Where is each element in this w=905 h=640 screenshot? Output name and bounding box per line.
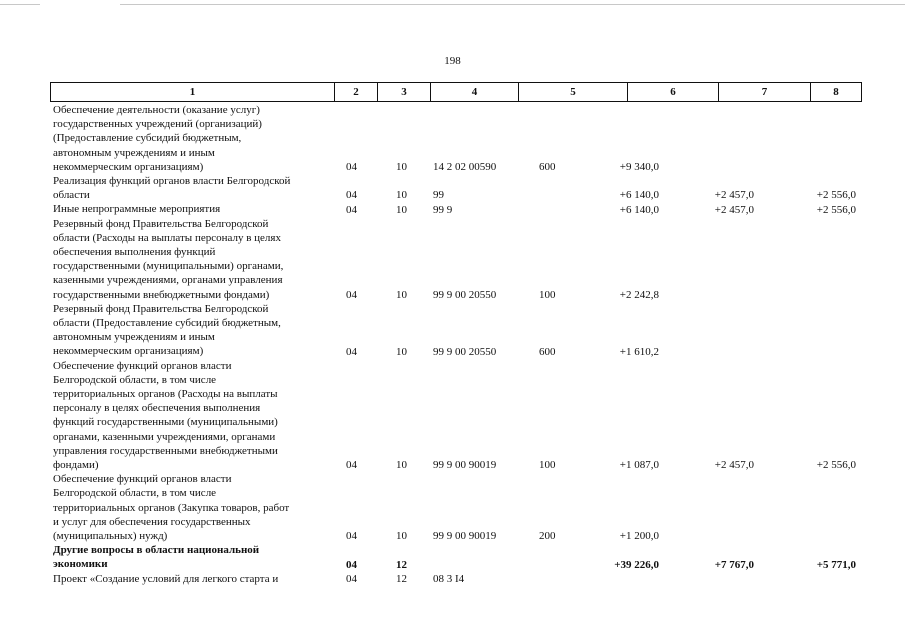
- description-line: органами, казенными учреждениями, органами: [53, 430, 276, 443]
- description-line: обеспечения выполнения функций: [53, 245, 216, 258]
- row-amount-col8: +2 556,0: [816, 189, 856, 202]
- header-col-3: 3: [377, 82, 431, 102]
- header-col-1: 1: [50, 82, 335, 102]
- page-number: 198: [444, 55, 461, 67]
- description-line: государственными внебюджетными фондами): [53, 288, 270, 301]
- description-line: государственных учреждений (организаций): [53, 118, 262, 131]
- description-line: государственными (муниципальными) органами,: [53, 260, 284, 273]
- header-col-7: 7: [718, 82, 811, 102]
- row-amount-col7: +2 457,0: [714, 189, 754, 202]
- description-line: Проект «Создание условий для легкого старта и: [53, 572, 279, 585]
- row-description: [53, 174, 331, 202]
- table-body: [0, 103, 905, 603]
- description-line: Резервный фонд Правительства Белгородской: [53, 302, 269, 315]
- description-line: Белгородской области, в том числе: [53, 487, 217, 500]
- row-amount-col6: +1 087,0: [619, 459, 659, 472]
- description-line: управления государственными внебюджетными: [53, 444, 278, 457]
- table-row: [0, 103, 905, 174]
- header-col-6: 6: [627, 82, 719, 102]
- row-section-code: 04: [346, 459, 357, 472]
- description-line: (Предоставление субсидий бюджетным,: [53, 132, 242, 145]
- header-col-4: 4: [430, 82, 519, 102]
- row-target-code: 08 3 I4: [433, 572, 465, 585]
- header-col-2: 2: [334, 82, 378, 102]
- description-line: (муниципальных) нужд): [53, 529, 168, 542]
- row-section-code: 04: [346, 572, 357, 585]
- row-description: [53, 103, 331, 174]
- description-line: и услуг для обеспечения государственных: [53, 515, 251, 528]
- row-subsection-code: 12: [396, 572, 407, 585]
- row-subsection-code: 10: [396, 203, 407, 216]
- row-subsection-code: 10: [396, 189, 407, 202]
- row-target-code: 99 9 00 90019: [433, 530, 497, 543]
- header-col-5: 5: [518, 82, 628, 102]
- row-target-code: 99 9: [433, 203, 453, 216]
- table-row: [0, 359, 905, 473]
- description-line: персоналу в целях обеспечения выполнения: [53, 402, 261, 415]
- description-line: области: [53, 189, 90, 202]
- row-amount-col6: +9 340,0: [619, 161, 659, 173]
- row-amount-col8: +2 556,0: [816, 459, 856, 472]
- top-edge-line-left: [0, 4, 40, 5]
- row-description: [53, 543, 331, 571]
- description-line: некоммерческим организациям): [53, 345, 204, 358]
- row-section-code: 04: [346, 189, 357, 202]
- top-edge-line-right: [120, 4, 905, 5]
- description-line: области (Расходы на выплаты персоналу в целях: [53, 231, 281, 244]
- row-amount-col7: +2 457,0: [714, 203, 754, 216]
- row-description: [53, 302, 331, 359]
- description-line: Белгородской области, в том числе: [53, 373, 217, 386]
- row-description: [53, 359, 331, 473]
- row-target-code: 99 9 00 20550: [433, 345, 497, 358]
- row-amount-col6: +39 226,0: [614, 558, 659, 571]
- row-description: [53, 472, 331, 543]
- row-subsection-code: 10: [396, 530, 407, 543]
- header-col-8: 8: [810, 82, 862, 102]
- row-section-code: 04: [346, 530, 357, 543]
- description-line: экономики: [53, 558, 108, 571]
- row-target-code: 99 9 00 20550: [433, 288, 497, 301]
- table-header: [50, 82, 862, 102]
- description-line: Обеспечение функций органов власти: [53, 473, 232, 486]
- row-amount-col6: +2 242,8: [619, 288, 659, 301]
- row-description: [53, 572, 331, 586]
- row-subsection-code: 10: [396, 161, 407, 173]
- row-target-code: 14 2 02 00590: [433, 161, 497, 173]
- description-line: территориальных органов (Закупка товаров, работ: [53, 501, 290, 514]
- row-amount-col8: +5 771,0: [816, 558, 856, 571]
- row-amount-col7: +2 457,0: [714, 459, 754, 472]
- description-line: территориальных органов (Расходы на выплаты: [53, 387, 278, 400]
- row-target-code: 99 9 00 90019: [433, 459, 497, 472]
- row-section-code: 04: [346, 203, 357, 216]
- row-description: [53, 202, 331, 216]
- row-expense-type: 100: [539, 288, 556, 301]
- table-row: [0, 572, 905, 586]
- description-line: Резервный фонд Правительства Белгородской: [53, 217, 269, 230]
- row-expense-type: 100: [539, 459, 556, 472]
- row-amount-col6: +1 200,0: [619, 530, 659, 543]
- row-amount-col8: +2 556,0: [816, 203, 856, 216]
- row-section-code: 04: [346, 345, 357, 358]
- row-section-code: 04: [346, 558, 357, 571]
- row-expense-type: 200: [539, 530, 556, 543]
- description-line: автономным учреждениям и иным: [53, 146, 215, 159]
- description-line: некоммерческим организациям): [53, 160, 204, 173]
- description-line: фондами): [53, 458, 99, 471]
- table-row: [0, 174, 905, 202]
- description-line: автономным учреждениям и иным: [53, 331, 215, 344]
- row-subsection-code: 10: [396, 459, 407, 472]
- description-line: Иные непрограммные мероприятия: [53, 203, 221, 216]
- table-row: [0, 302, 905, 359]
- description-line: Обеспечение деятельности (оказание услуг): [53, 104, 260, 116]
- table-row: [0, 543, 905, 571]
- description-line: функций государственными (муниципальными): [53, 416, 278, 429]
- description-line: Обеспечение функций органов власти: [53, 359, 232, 372]
- description-line: Реализация функций органов власти Белгородской: [53, 175, 291, 187]
- row-section-code: 04: [346, 161, 357, 173]
- row-amount-col7: +7 767,0: [714, 558, 754, 571]
- row-expense-type: 600: [539, 161, 556, 173]
- row-expense-type: 600: [539, 345, 556, 358]
- row-target-code: 99: [433, 189, 444, 202]
- table-row: [0, 217, 905, 302]
- description-line: области (Предоставление субсидий бюджетным,: [53, 316, 281, 329]
- table-row: [0, 202, 905, 216]
- row-section-code: 04: [346, 288, 357, 301]
- description-line: Другие вопросы в области национальной: [53, 544, 260, 557]
- row-subsection-code: 10: [396, 288, 407, 301]
- row-subsection-code: 12: [396, 558, 407, 571]
- row-amount-col6: +6 140,0: [619, 203, 659, 216]
- description-line: казенными учреждениями, органами управления: [53, 274, 283, 287]
- table-row: [0, 472, 905, 543]
- row-subsection-code: 10: [396, 345, 407, 358]
- row-description: [53, 217, 331, 302]
- row-amount-col6: +6 140,0: [619, 189, 659, 202]
- row-amount-col6: +1 610,2: [619, 345, 659, 358]
